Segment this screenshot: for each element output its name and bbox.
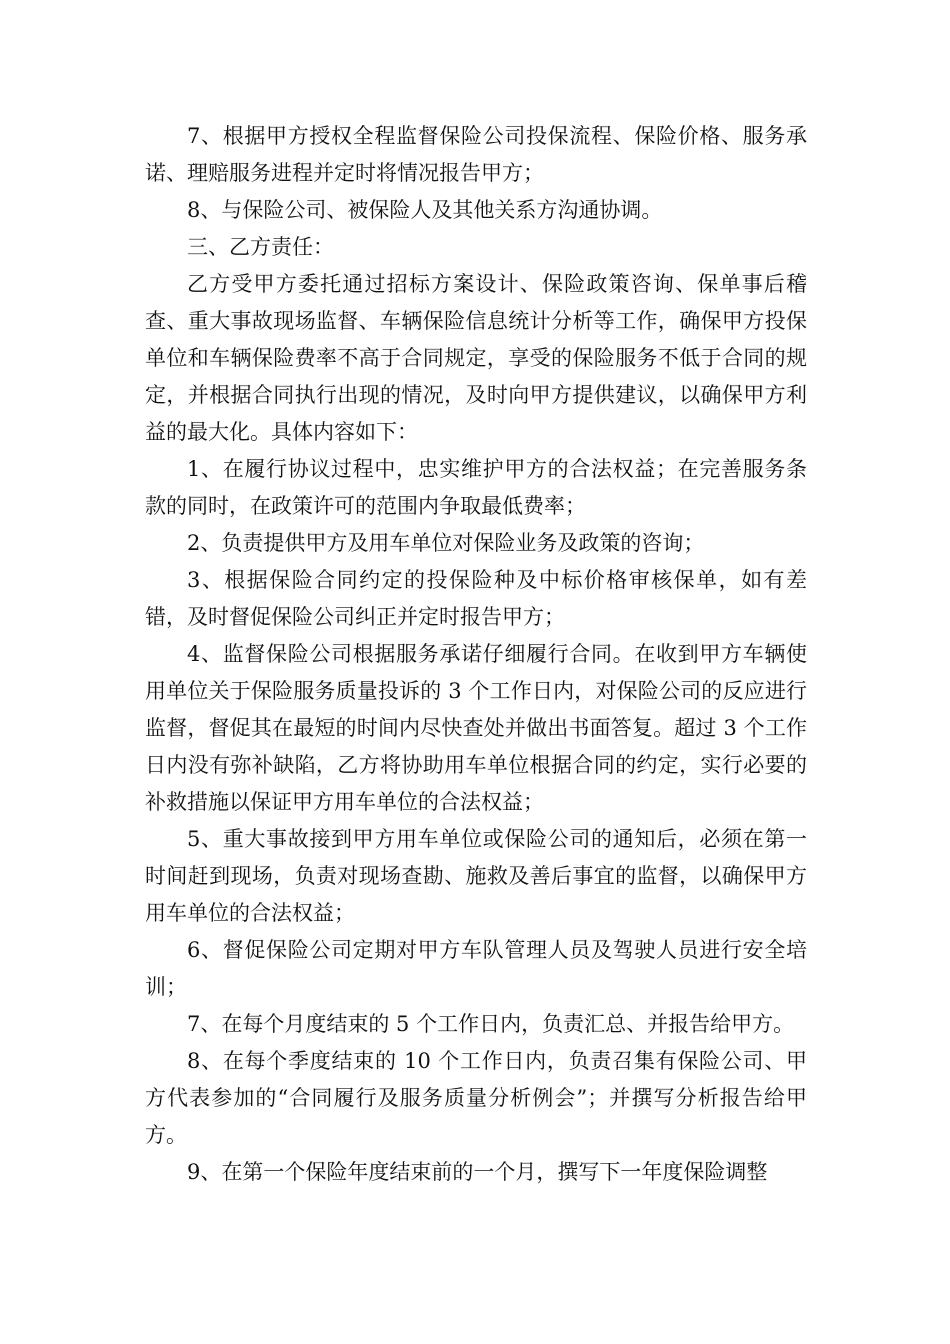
paragraph-duty-5: 5、重大事故接到甲方用车单位或保险公司的通知后，必须在第一时间赶到现场，负责对现场查勘、施救及善后事宜的监督，以确保甲方用车单位的合法权益； <box>145 827 807 925</box>
paragraph-duty-7: 7、在每个月度结束的 5 个工作日内，负责汇总、并报告给甲方。 <box>187 1012 795 1036</box>
section-heading-party-b-duties: 三、乙方责任： <box>187 235 334 259</box>
paragraph-duty-4: 4、监督保险公司根据服务承诺仔细履行合同。在收到甲方车辆使用单位关于保险服务质量投诉的 3 个工作日内，对保险公司的反应进行监督，督促其在最短的时间内尽快查处并做出书面答复。超过 3 个工作日内没有弥补缺陷，乙方将协助用车单位根据合同的约定，实行必要的补救措施以保证甲方用车单位的合法权益； <box>145 642 807 814</box>
paragraph-item-8-communicate: 8、与保险公司、被保险人及其他关系方沟通协调。 <box>187 198 663 222</box>
document-body <box>145 118 807 1191</box>
paragraph-duty-9: 9、在第一个保险年度结束前的一个月，撰写下一年度保险调整 <box>187 1160 768 1184</box>
paragraph-item-7-supervise-process: 7、根据甲方授权全程监督保险公司投保流程、保险价格、服务承诺、理赔服务进程并定时将情况报告甲方； <box>145 124 807 185</box>
paragraph-duty-1: 1、在履行协议过程中，忠实维护甲方的合法权益；在完善服务条款的同时，在政策许可的范围内争取最低费率； <box>145 457 807 518</box>
paragraph-duty-2: 2、负责提供甲方及用车单位对保险业务及政策的咨询； <box>187 531 705 555</box>
paragraph-party-b-intro: 乙方受甲方委托通过招标方案设计、保险政策咨询、保单事后稽查、重大事故现场监督、车辆保险信息统计分析等工作，确保甲方投保单位和车辆保险费率不高于合同规定，享受的保险服务不低于合同的规定，并根据合同执行出现的情况，及时向甲方提供建议，以确保甲方利益的最大化。具体内容如下： <box>145 272 807 444</box>
paragraph-duty-8: 8、在每个季度结束的 10 个工作日内，负责召集有保险公司、甲方代表参加的“合同履行及服务质量分析例会”；并撰写分析报告给甲方。 <box>145 1049 807 1147</box>
paragraph-duty-3: 3、根据保险合同约定的投保险种及中标价格审核保单，如有差错，及时督促保险公司纠正并定时报告甲方； <box>145 568 807 629</box>
paragraph-duty-6: 6、督促保险公司定期对甲方车队管理人员及驾驶人员进行安全培训； <box>145 938 807 999</box>
